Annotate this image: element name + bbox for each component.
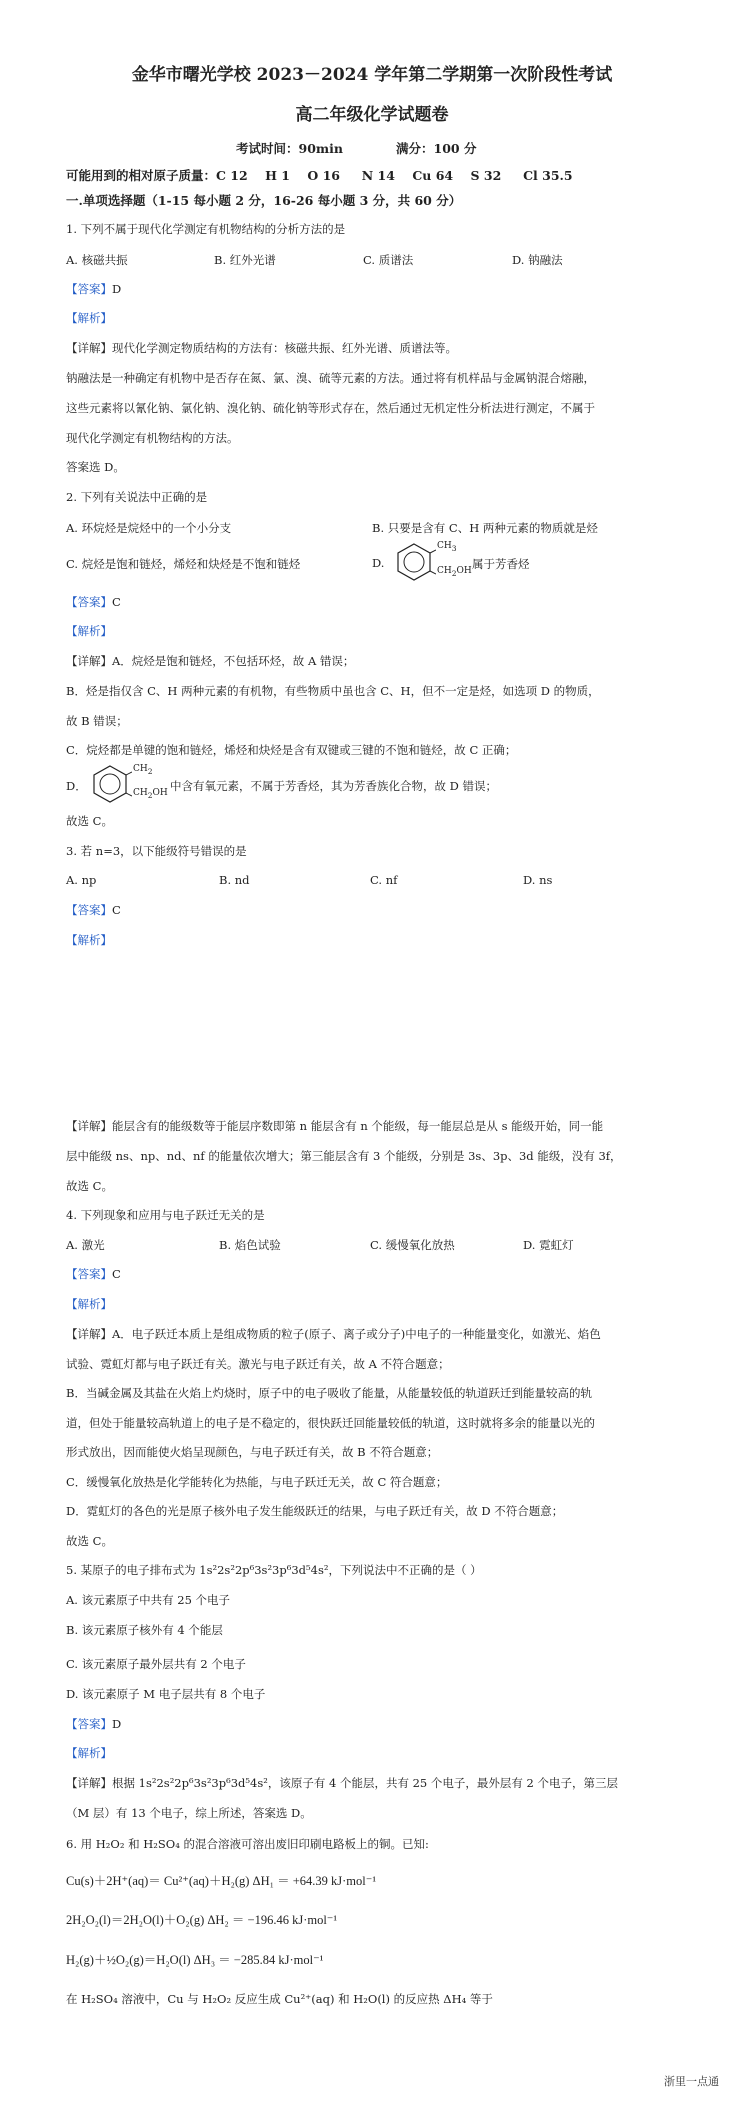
benzyl-alcohol-structure-detail (88, 762, 132, 806)
detail-text: 现代化学测定物质结构的方法有：核磁共振、红外光谱、质谱法等。 (112, 341, 457, 355)
q5-detail-1 (66, 1775, 618, 1791)
q4-detail-1 (66, 1326, 601, 1342)
q3-conclusion: 故选 C。 (66, 1179, 113, 1193)
q4-detail-3: B．当碱金属及其盐在火焰上灼烧时，原子中的电子吸收了能量，从能量较低的轨道跃迁到能量较高的轨 (66, 1386, 592, 1400)
answer-label: 【答案】 (66, 595, 112, 609)
q4-option-c: C. 缓慢氧化放热 (370, 1238, 455, 1252)
q3-analysis-label: 【解析】 (66, 933, 112, 947)
q5-analysis-label: 【解析】 (66, 1746, 112, 1760)
ch2-text: CH (133, 764, 148, 774)
q5-answer (66, 1716, 121, 1732)
detail-label: 【详解】 (66, 654, 112, 668)
q3-option-c: C. nf (370, 873, 398, 887)
answer-label: 【答案】 (66, 1267, 112, 1281)
section-heading: 一.单项选择题（1-15 每小题 2 分，16-26 每小题 3 分，共 60 分） (66, 193, 462, 208)
q1-option-b: B. 红外光谱 (214, 253, 276, 267)
q2-option-c: C. 烷烃是饱和链烃，烯烃和炔烃是不饱和链烃 (66, 557, 301, 571)
q2-detail-4: C．烷烃都是单键的饱和链烃，烯烃和炔烃是含有双键或三键的不饱和链烃，故 C 正确； (66, 743, 517, 757)
q4-answer (66, 1266, 121, 1282)
q1-conclusion: 答案选 D。 (66, 460, 125, 474)
q2-stem: 2. 下列有关说法中正确的是 (66, 490, 208, 504)
q1-option-c: C. 质谱法 (363, 253, 414, 267)
answer-value: C (112, 1267, 121, 1281)
ch2oh-sub: 2 (147, 790, 153, 800)
q6-stem: 6. 用 H₂O₂ 和 H₂SO₄ 的混合溶液可溶出废旧印刷电路板上的铜。已知: (66, 1837, 429, 1851)
ch3-text: CH (437, 541, 452, 551)
q4-detail-4: 道，但处于能量较高轨道上的电子是不稳定的，很快跃迁回能量较低的轨道，这时就将多余的能量以光的 (66, 1416, 595, 1430)
detail-text: 能层含有的能级数等于能层序数即第 n 能层含有 n 个能级，每一能层总是从 s 能级开始，同一能 (112, 1119, 604, 1133)
answer-value: C (112, 595, 121, 609)
q1-detail-1 (66, 340, 457, 356)
answer-label: 【答案】 (66, 903, 112, 917)
q3-answer (66, 902, 121, 918)
q2-answer (66, 594, 121, 610)
detail-text: A．烷烃是饱和链烃，不包括环烃，故 A 错误； (112, 654, 355, 668)
q1-option-a: A. 核磁共振 (66, 253, 128, 267)
answer-value: D (112, 282, 122, 296)
q2-ch3-label (437, 541, 457, 553)
detail-ch2-label (133, 764, 153, 776)
q2-detail-2: B．烃是指仅含 C、H 两种元素的有机物，有些物质中虽也含 C、H，但不一定是烃，如选项 D 的物质， (66, 684, 600, 698)
detail-text: 根据 1s²2s²2p⁶3s²3p⁶3d⁵4s²，该原子有 4 个能层，共有 25 个电子，最外层有 2 个电子，第三层 (112, 1776, 619, 1790)
q1-answer (66, 281, 121, 297)
ch2oh-text: CH (437, 566, 452, 576)
q2-detail-d-text: 中含有氧元素，不属于芳香烃，其为芳香族化合物，故 D 错误； (170, 779, 498, 793)
detail-label: 【详解】 (66, 1776, 112, 1790)
q5-stem: 5. 某原子的电子排布式为 1s²2s²2p⁶3s²3p⁶3d⁵4s²，下列说法中不正确的是（ ） (66, 1563, 482, 1577)
q2-option-b: B. 只要是含有 C、H 两种元素的物质就是烃 (372, 521, 598, 535)
q5-option-d: D. 该元素原子 M 电子层共有 8 个电子 (66, 1687, 266, 1701)
answer-value: D (112, 1717, 122, 1731)
exam-time: 考试时间：90min (236, 141, 343, 156)
ch2oh-tail: OH (456, 566, 472, 576)
q1-stem: 1. 下列不属于现代化学测定有机物结构的分析方法的是 (66, 222, 346, 236)
ch2oh-text: CH (133, 788, 148, 798)
q5-option-b: B. 该元素原子核外有 4 个能层 (66, 1623, 223, 1637)
q2-analysis-label: 【解析】 (66, 624, 112, 638)
q3-option-a: A. np (66, 873, 97, 887)
q1-analysis-label: 【解析】 (66, 311, 112, 325)
ch2oh-tail: OH (152, 788, 168, 798)
q6-equation-1: Cu(s)＋2H⁺(aq)＝ Cu²⁺(aq)＋H₂(g) ΔH₁ ＝ +64.39 kJ·mol⁻¹ (66, 1874, 377, 1888)
q4-option-d: D. 霓虹灯 (523, 1238, 574, 1252)
ch2-sub: 2 (147, 766, 153, 776)
q5-option-a: A. 该元素原子中共有 25 个电子 (66, 1593, 231, 1607)
q4-detail-6: C．缓慢氧化放热是化学能转化为热能，与电子跃迁无关，故 C 符合题意； (66, 1475, 448, 1489)
answer-label: 【答案】 (66, 282, 112, 296)
atomic-masses: 可能用到的相对原子质量：C 12 H 1 O 16 N 14 Cu 64 S 32 Cl 35.5 (66, 168, 573, 183)
detail-label: 【详解】 (66, 1327, 112, 1341)
q2-detail-3: 故 B 错误； (66, 714, 128, 728)
q4-detail-2: 试验、霓虹灯都与电子跃迁有关。激光与电子跃迁有关，故 A 不符合题意； (66, 1357, 450, 1371)
q1-detail-4: 现代化学测定有机物结构的方法。 (66, 431, 239, 445)
q4-analysis-label: 【解析】 (66, 1297, 112, 1311)
q4-detail-7: D．霓虹灯的各色的光是原子核外电子发生能级跃迁的结果，与电子跃迁有关，故 D 不符合题意； (66, 1504, 564, 1518)
footer-watermark: 浙里一点通 (664, 2075, 719, 2088)
q3-stem: 3. 若 n=3，以下能级符号错误的是 (66, 844, 247, 858)
ch2oh-sub: 2 (451, 568, 457, 578)
q1-option-d: D. 钠融法 (512, 253, 563, 267)
ch3-sub: 3 (451, 543, 457, 553)
answer-value: C (112, 903, 121, 917)
q1-detail-3: 这些元素将以氰化钠、氯化钠、溴化钠、硫化钠等形式存在，然后通过无机定性分析法进行测定，不属于 (66, 401, 595, 415)
q6-question-line: 在 H₂SO₄ 溶液中，Cu 与 H₂O₂ 反应生成 Cu²⁺(aq) 和 H₂O(l) 的反应热 ΔH₄ 等于 (66, 1992, 493, 2006)
paper-subtitle: 高二年级化学试题卷 (295, 105, 449, 125)
q3-detail-1 (66, 1118, 603, 1134)
q2-detail-d-prefix: D． (66, 779, 87, 793)
exam-title: 金华市曙光学校 2023－2024 学年第二学期第一次阶段性考试 (131, 65, 613, 85)
q4-option-b: B. 焰色试验 (219, 1238, 281, 1252)
q5-option-c: C. 该元素原子最外层共有 2 个电子 (66, 1657, 246, 1671)
q4-option-a: A. 激光 (66, 1238, 105, 1252)
q6-equation-3: H₂(g)＋½O₂(g)＝H₂O(l) ΔH₃ ＝ −285.84 kJ·mol⁻¹ (66, 1953, 324, 1967)
q4-stem: 4. 下列现象和应用与电子跃迁无关的是 (66, 1208, 265, 1222)
q5-detail-2: （M 层）有 13 个电子，综上所述，答案选 D。 (66, 1806, 312, 1820)
detail-text: A．电子跃迁本质上是组成物质的粒子(原子、离子或分子)中电子的一种能量变化，如激光、焰色 (112, 1327, 601, 1341)
benzyl-alcohol-structure (392, 540, 436, 584)
q3-option-d: D. ns (523, 873, 553, 887)
q2-conclusion: 故选 C。 (66, 814, 113, 828)
q3-option-b: B. nd (219, 873, 250, 887)
q1-detail-2: 钠融法是一种确定有机物中是否存在氮、氯、溴、硫等元素的方法。通过将有机样品与金属钠混合熔融， (66, 371, 595, 385)
q4-conclusion: 故选 C。 (66, 1534, 113, 1548)
q2-option-a: A. 环烷烃是烷烃中的一个小分支 (66, 521, 232, 535)
q3-detail-2: 层中能级 ns、np、nd、nf 的能量依次增大；第三能层含有 3 个能级，分别是 3s、3p、3d 能级，没有 3f， (66, 1149, 622, 1163)
q4-detail-5: 形式放出，因而能使火焰呈现颜色，与电子跃迁有关，故 B 不符合题意； (66, 1445, 439, 1459)
q2-detail-1 (66, 653, 354, 669)
full-score: 满分：100 分 (396, 141, 477, 156)
detail-label: 【详解】 (66, 341, 112, 355)
q2-option-d: D. (372, 556, 385, 570)
q6-equation-2: 2H₂O₂(l)＝2H₂O(l)＋O₂(g) ΔH₂ ＝ −196.46 kJ·mol⁻¹ (66, 1913, 338, 1927)
answer-label: 【答案】 (66, 1717, 112, 1731)
q2-ch2oh-label (437, 566, 472, 578)
detail-label: 【详解】 (66, 1119, 112, 1133)
q2-option-d-text: 属于芳香烃 (472, 557, 530, 571)
detail-ch2oh-label (133, 788, 168, 800)
